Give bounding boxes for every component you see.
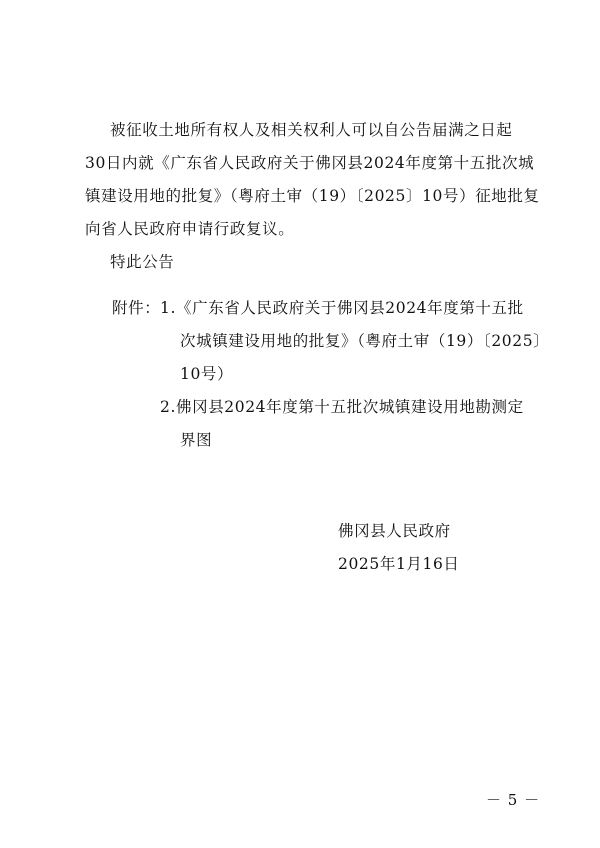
attachment-1-line: 1.《广东省人民政府关于佛冈县2024年度第十五批: [160, 299, 524, 317]
attachment-1-line: 次城镇建设用地的批复》（粤府土审（19）〔2025〕: [180, 332, 550, 350]
issuer-name: 佛冈县人民政府: [338, 522, 451, 540]
attachment-1-line: 10号）: [180, 365, 234, 383]
paragraph-line: 30日内就《广东省人民政府关于佛冈县2024年度第十五批次城: [85, 154, 535, 172]
page-number: － 5 －: [486, 791, 541, 809]
attachments-label: 附件：: [112, 299, 161, 317]
attachment-2-line: 2.佛冈县2024年度第十五批次城镇建设用地勘测定: [160, 398, 524, 416]
attachment-2-line: 界图: [180, 431, 213, 449]
issue-date: 2025年1月16日: [338, 555, 460, 573]
paragraph-line: 向省人民政府申请行政复议。: [85, 220, 295, 238]
paragraph-line: 镇建设用地的批复》（粤府土审（19）〔2025〕10号）征地批复: [85, 187, 540, 205]
paragraph-line: 被征收土地所有权人及相关权利人可以自公告届满之日起: [110, 121, 513, 139]
special-notice: 特此公告: [110, 253, 175, 271]
